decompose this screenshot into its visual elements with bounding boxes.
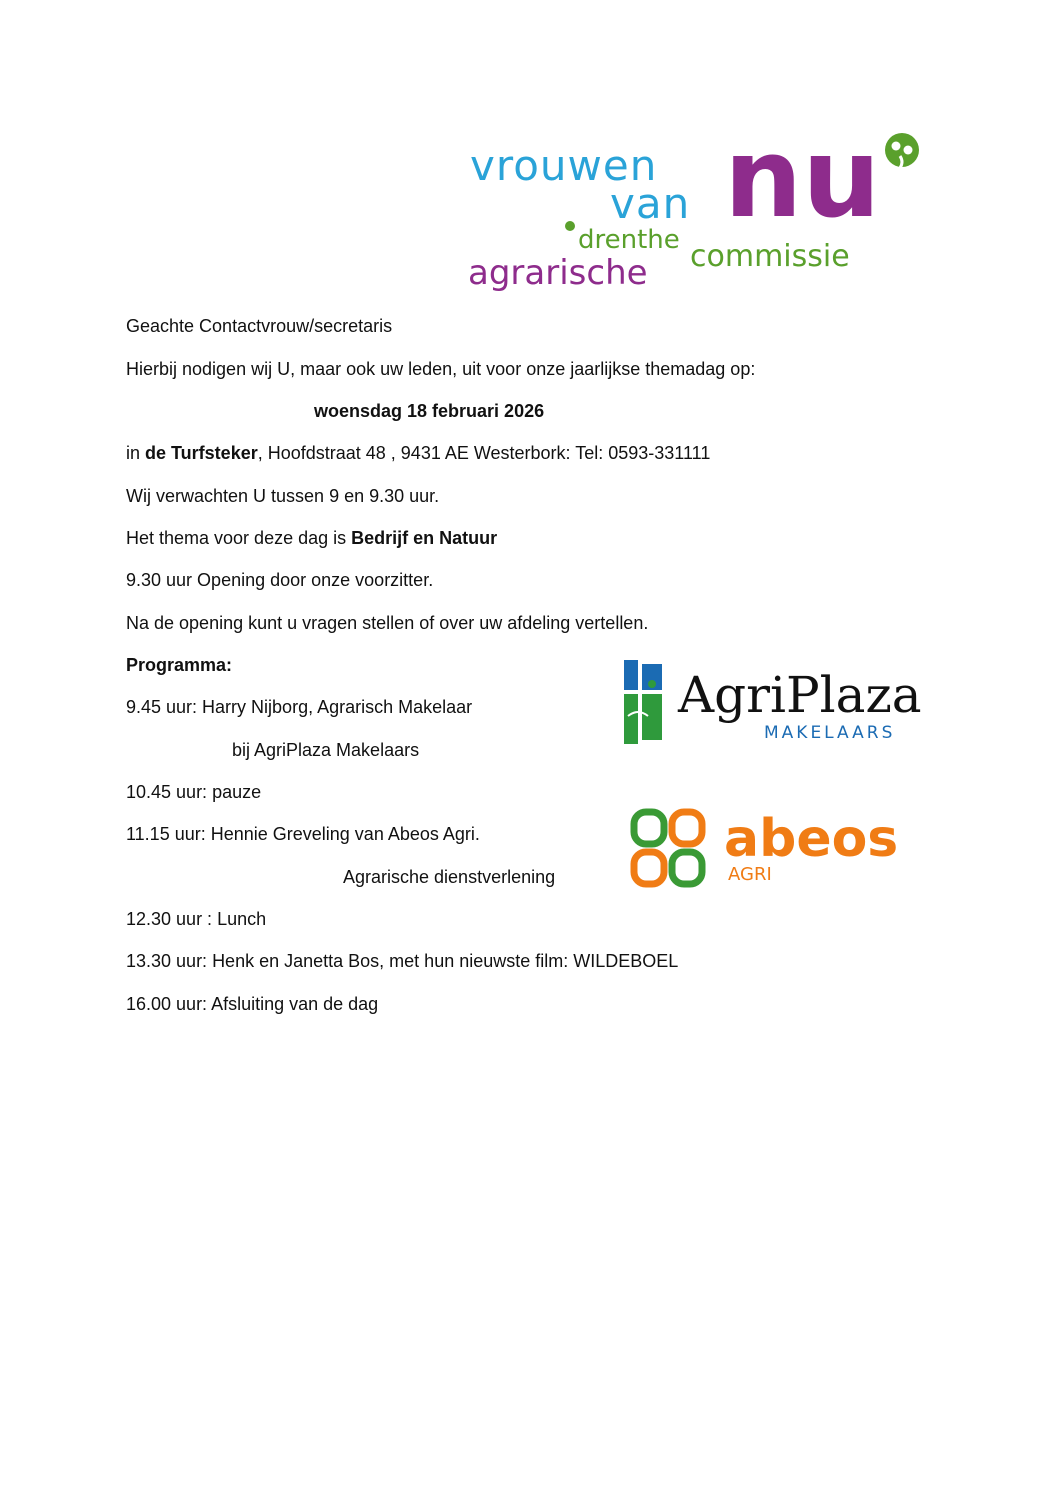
opening-line: 9.30 uur Opening door onze voorzitter. (126, 570, 434, 590)
abeos-logo (628, 806, 938, 890)
abeos-sub: AGRI (728, 864, 772, 885)
location-address: , Hoofdstraat 48 , 9431 AE Westerbork: Tel: 0593-331111 (257, 443, 711, 463)
location-name: de Turfsteker (145, 443, 258, 463)
arrival-time: Wij verwachten U tussen 9 en 9.30 uur. (126, 486, 440, 506)
abeos-emblem-icon (634, 812, 702, 884)
program-item-1-detail: bij AgriPlaza Makelaars (232, 740, 420, 760)
logo-drenthe-text: drenthe (578, 225, 680, 255)
logo-vrouwen-text: vrouwen (470, 141, 658, 190)
vrouwen-van-nu-logo (462, 128, 932, 298)
program-item-4: 12.30 uur : Lunch (126, 909, 267, 929)
agriplaza-sub: MAKELAARS (764, 723, 896, 743)
logo-van-text: van (610, 179, 691, 228)
program-item-5: 13.30 uur: Henk en Janetta Bos, met hun nieuwste film: WILDEBOEL (126, 951, 679, 971)
after-opening-line: Na de opening kunt u vragen stellen of over uw afdeling vertellen. (126, 613, 649, 633)
theme-name: Bedrijf en Natuur (351, 528, 498, 548)
abeos-name: abeos (724, 809, 899, 869)
agriplaza-logo (620, 656, 940, 748)
logo-nu-text: nu (724, 128, 881, 242)
small-leaf-icon (565, 221, 575, 231)
theme-line (126, 527, 497, 549)
salutation: Geachte Contactvrouw/secretaris (126, 316, 393, 336)
invitation-text: Hierbij nodigen wij U, maar ook uw leden, uit voor onze jaarlijkse themadag op: (126, 359, 756, 379)
program-item-6: 16.00 uur: Afsluiting van de dag (126, 994, 379, 1014)
program-item-3-detail: Agrarische dienstverlening (343, 867, 556, 887)
program-item-2: 10.45 uur: pauze (126, 782, 262, 802)
agriplaza-emblem-icon (624, 660, 662, 744)
event-date: woensdag 18 februari 2026 (314, 401, 545, 421)
leaf-icon (885, 133, 919, 168)
theme-prefix: Het thema voor deze dag is (126, 528, 352, 548)
agriplaza-name: AgriPlaza (678, 666, 922, 724)
program-item-1: 9.45 uur: Harry Nijborg, Agrarisch Makelaar (126, 697, 473, 717)
logo-commissie-text: commissie (690, 239, 850, 274)
location-line (126, 442, 710, 464)
location-prefix: in (126, 443, 146, 463)
logo-agrarische-text: agrarische (468, 253, 648, 293)
program-item-3: 11.15 uur: Hennie Greveling van Abeos Agri. (126, 824, 480, 844)
program-heading: Programma: (126, 655, 233, 675)
